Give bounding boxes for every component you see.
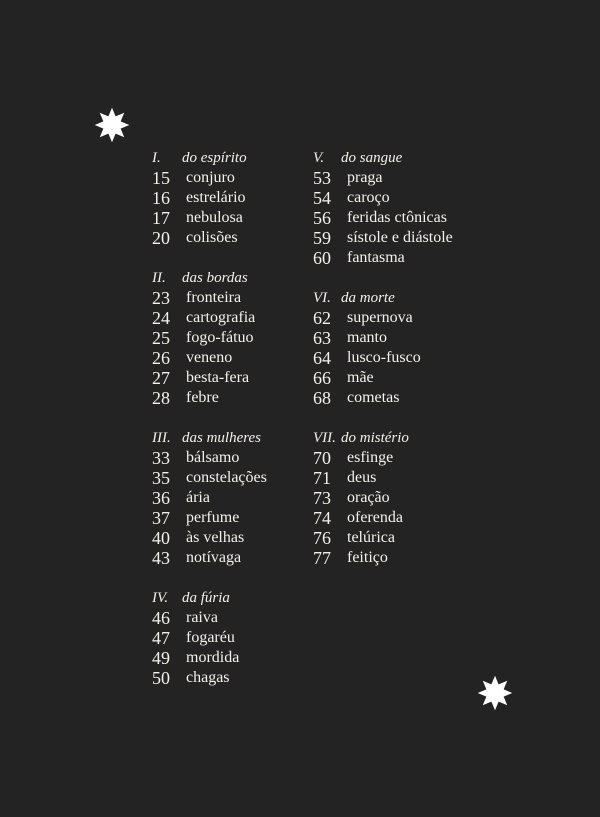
section-number: VI.	[313, 290, 331, 306]
page-number: 56	[313, 208, 331, 228]
toc-entry[interactable]	[152, 548, 267, 568]
page-number: 36	[152, 488, 170, 508]
page-number: 59	[313, 228, 331, 248]
entry-title: notívaga	[186, 549, 242, 566]
page-number: 43	[152, 548, 170, 568]
entry-title: mordida	[186, 649, 240, 666]
entry-title: cometas	[347, 389, 400, 406]
entry-title: chagas	[186, 669, 230, 686]
entry-title: supernova	[347, 309, 413, 326]
entry-title: fronteira	[186, 289, 242, 306]
section-number: I.	[152, 150, 161, 166]
entry-title: constelações	[186, 469, 267, 486]
toc-entry[interactable]	[313, 488, 453, 508]
page-number: 63	[313, 328, 331, 348]
toc-entry[interactable]	[152, 468, 267, 488]
toc-section	[313, 288, 453, 408]
page-number: 60	[313, 248, 331, 268]
star-icon	[477, 675, 513, 711]
section-title: do mistério	[341, 430, 409, 446]
page-number: 37	[152, 508, 170, 528]
toc-entry[interactable]	[313, 188, 453, 208]
toc-entry[interactable]	[313, 368, 453, 388]
page-number: 24	[152, 308, 170, 328]
toc-entry[interactable]	[313, 308, 453, 328]
section-title: da morte	[341, 290, 395, 306]
toc-entry[interactable]	[313, 168, 453, 188]
section-header	[313, 288, 453, 308]
entry-title: feridas ctônicas	[347, 209, 447, 226]
toc-entry[interactable]	[313, 348, 453, 368]
page-number: 28	[152, 388, 170, 408]
section-title: das bordas	[182, 270, 248, 286]
section-header	[152, 588, 267, 608]
entry-title: fogo-fátuo	[186, 329, 254, 346]
toc-entry[interactable]	[313, 528, 453, 548]
page-number: 27	[152, 368, 170, 388]
toc-column-right	[313, 148, 453, 588]
toc-section	[313, 148, 453, 268]
toc-entry[interactable]	[152, 168, 267, 188]
entry-title: besta-fera	[186, 369, 250, 386]
entry-title: às velhas	[186, 529, 245, 546]
entry-title: feitiço	[347, 549, 388, 566]
page-number: 16	[152, 188, 170, 208]
toc-entry[interactable]	[152, 448, 267, 468]
toc-entry[interactable]	[152, 628, 267, 648]
toc-section	[313, 428, 453, 568]
page-number: 77	[313, 548, 331, 568]
toc-entry[interactable]	[313, 448, 453, 468]
page-number: 71	[313, 468, 331, 488]
star-icon	[94, 107, 130, 143]
toc-entry[interactable]	[313, 468, 453, 488]
page-number: 23	[152, 288, 170, 308]
page-number: 46	[152, 608, 170, 628]
toc-section	[152, 588, 267, 688]
page-number: 49	[152, 648, 170, 668]
entry-title: nebulosa	[186, 209, 243, 226]
entry-title: fantasma	[347, 249, 405, 266]
page-number: 73	[313, 488, 331, 508]
entry-title: deus	[347, 469, 377, 486]
toc-entry[interactable]	[313, 548, 453, 568]
toc-entry[interactable]	[313, 328, 453, 348]
toc-entry[interactable]	[152, 328, 267, 348]
toc-entry[interactable]	[152, 528, 267, 548]
entry-title: sístole e diástole	[347, 229, 453, 246]
toc-entry[interactable]	[152, 668, 267, 688]
toc-section	[152, 268, 267, 408]
entry-title: fogaréu	[186, 629, 235, 646]
page-number: 40	[152, 528, 170, 548]
page-number: 25	[152, 328, 170, 348]
entry-title: raiva	[186, 609, 218, 626]
entry-title: colisões	[186, 229, 238, 246]
page-number: 50	[152, 668, 170, 688]
section-title: do sangue	[341, 150, 403, 166]
section-number: VII.	[313, 430, 336, 446]
section-header	[152, 268, 267, 288]
section-title: da fúria	[182, 590, 230, 606]
page-number: 62	[313, 308, 331, 328]
page-number: 33	[152, 448, 170, 468]
section-title: das mulheres	[182, 430, 262, 446]
page-number: 66	[313, 368, 331, 388]
entry-title: esfinge	[347, 449, 394, 466]
page-number: 53	[313, 168, 331, 188]
toc-entry[interactable]	[152, 228, 267, 248]
entry-title: praga	[347, 169, 383, 186]
entry-title: estrelário	[186, 189, 246, 206]
toc-entry[interactable]	[152, 488, 267, 508]
page-number: 76	[313, 528, 331, 548]
toc-section	[152, 428, 267, 568]
page-number: 74	[313, 508, 331, 528]
toc-entry[interactable]	[313, 508, 453, 528]
entry-title: febre	[186, 389, 219, 406]
page-number: 35	[152, 468, 170, 488]
toc-entry[interactable]	[152, 368, 267, 388]
toc-entry[interactable]	[152, 308, 267, 328]
page-number: 54	[313, 188, 331, 208]
toc-entry[interactable]	[152, 388, 267, 408]
entry-title: oferenda	[347, 509, 403, 526]
toc-entry[interactable]	[152, 188, 267, 208]
page-number: 68	[313, 388, 331, 408]
section-number: II.	[152, 270, 166, 286]
page-number: 26	[152, 348, 170, 368]
entry-title: cartografia	[186, 309, 256, 326]
page-number: 20	[152, 228, 170, 248]
toc-column-left	[152, 148, 267, 708]
section-header	[152, 428, 267, 448]
section-title: do espírito	[182, 150, 247, 166]
section-number: IV.	[152, 590, 168, 606]
page-number: 64	[313, 348, 331, 368]
entry-title: veneno	[186, 349, 233, 366]
section-header	[313, 428, 453, 448]
toc-entry[interactable]	[313, 388, 453, 408]
page-number: 15	[152, 168, 170, 188]
toc-entry[interactable]	[313, 208, 453, 228]
section-number: V.	[313, 150, 324, 166]
toc-entry[interactable]	[313, 248, 453, 268]
toc-entry[interactable]	[152, 288, 267, 308]
page-number: 47	[152, 628, 170, 648]
toc-entry[interactable]	[152, 208, 267, 228]
section-header	[313, 148, 453, 168]
entry-title: bálsamo	[186, 449, 240, 466]
section-number: III.	[152, 430, 171, 446]
section-header	[152, 148, 267, 168]
entry-title: conjuro	[186, 169, 235, 186]
entry-title: lusco-fusco	[347, 349, 421, 366]
entry-title: mãe	[347, 369, 374, 386]
entry-title: ária	[186, 489, 210, 506]
toc-entry[interactable]	[152, 608, 267, 628]
entry-title: perfume	[186, 509, 240, 526]
entry-title: telúrica	[347, 529, 395, 546]
toc-section	[152, 148, 267, 248]
toc-entry[interactable]	[313, 228, 453, 248]
toc-entry[interactable]	[152, 648, 267, 668]
toc-entry[interactable]	[152, 348, 267, 368]
entry-title: manto	[347, 329, 387, 346]
toc-entry[interactable]	[152, 508, 267, 528]
page-number: 17	[152, 208, 170, 228]
page-number: 70	[313, 448, 331, 468]
entry-title: caroço	[347, 189, 390, 206]
entry-title: oração	[347, 489, 390, 506]
